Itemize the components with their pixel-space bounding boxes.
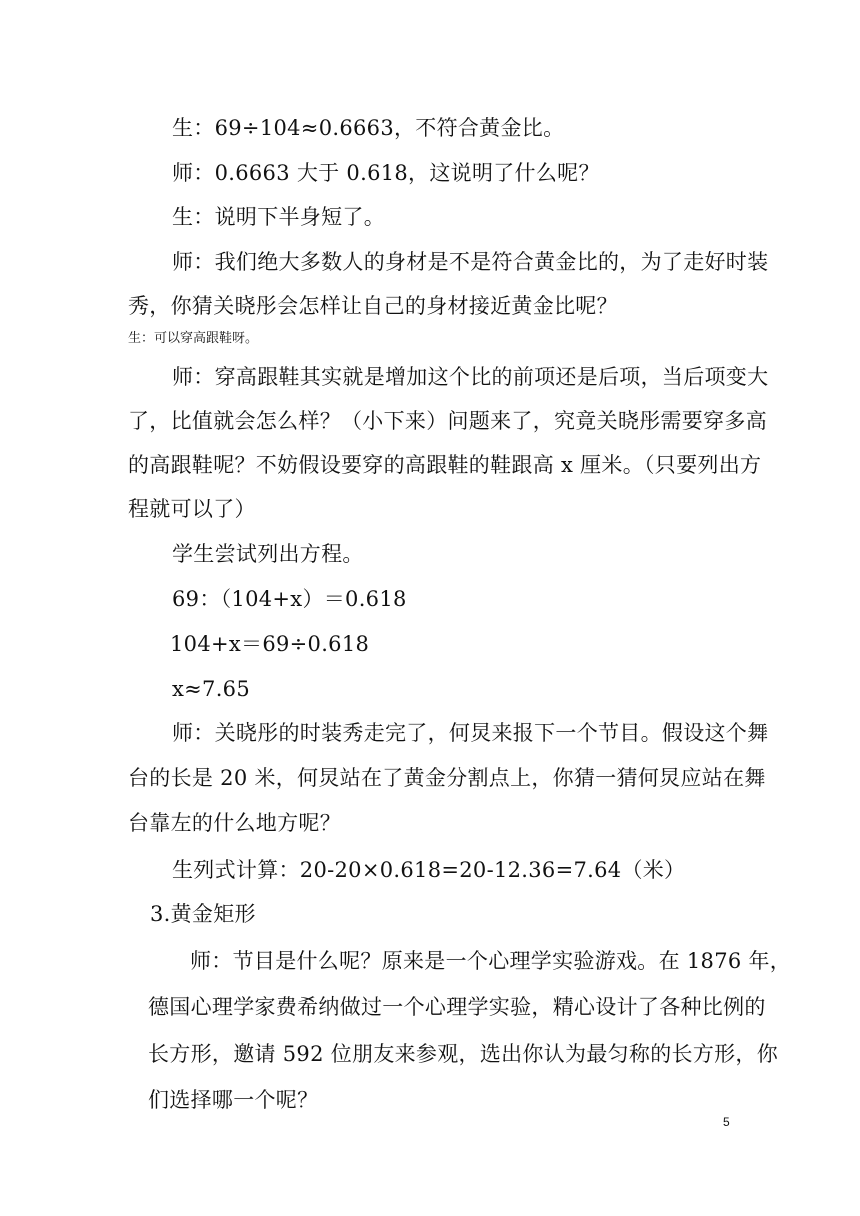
dialogue-line-small: 生：可以穿高跟鞋呀。 bbox=[128, 331, 259, 346]
dialogue-line: 生：说明下半身短了。 bbox=[172, 205, 385, 229]
dialogue-line: 长方形，邀请 592 位朋友来参观，选出你认为最匀称的长方形，你 bbox=[148, 1042, 779, 1066]
dialogue-line: 程就可以了） bbox=[128, 497, 256, 521]
dialogue-line: 了，比值就会怎么样？（小下来）问题来了，究竟关晓彤需要穿多高 bbox=[128, 409, 767, 433]
dialogue-line: 师：关晓彤的时装秀走完了，何炅来报下一个节目。假设这个舞 bbox=[172, 721, 769, 745]
calculation-line: 生列式计算：20-20×0.618=20-12.36=7.64（米） bbox=[172, 858, 686, 882]
dialogue-line: 台的长是 20 米，何炅站在了黄金分割点上，你猜一猜何炅应站在舞 bbox=[128, 766, 766, 790]
page-number: 5 bbox=[723, 1115, 730, 1129]
dialogue-line: 德国心理学家费希纳做过一个心理学实验，精心设计了各种比例的 bbox=[148, 995, 766, 1019]
dialogue-line: 的高跟鞋呢？不妨假设要穿的高跟鞋的鞋跟高 x 厘米。（只要列出方 bbox=[128, 453, 762, 477]
dialogue-line: 师：0.6663 大于 0.618，这说明了什么呢？ bbox=[172, 161, 600, 185]
equation-line: 69：（104+x）＝0.618 bbox=[172, 587, 407, 611]
dialogue-line: 们选择哪一个呢？ bbox=[148, 1088, 319, 1112]
dialogue-line: 师：我们绝大多数人的身材是不是符合黄金比的，为了走好时装 bbox=[172, 250, 769, 274]
dialogue-line: 台靠左的什么地方呢？ bbox=[128, 811, 341, 835]
equation-line: 104+x＝69÷0.618 bbox=[170, 632, 370, 656]
dialogue-line: 生：69÷104≈0.6663，不符合黄金比。 bbox=[172, 116, 565, 140]
dialogue-line: 师：穿高跟鞋其实就是增加这个比的前项还是后项，当后项变大 bbox=[172, 365, 769, 389]
equation-line: x≈7.65 bbox=[172, 677, 250, 701]
dialogue-line: 秀，你猜关晓彤会怎样让自己的身材接近黄金比呢？ bbox=[128, 294, 618, 318]
section-heading: 3.黄金矩形 bbox=[150, 902, 256, 926]
dialogue-line: 学生尝试列出方程。 bbox=[172, 542, 364, 566]
dialogue-line: 师：节目是什么呢？原来是一个心理学实验游戏。在 1876 年， bbox=[190, 949, 792, 973]
